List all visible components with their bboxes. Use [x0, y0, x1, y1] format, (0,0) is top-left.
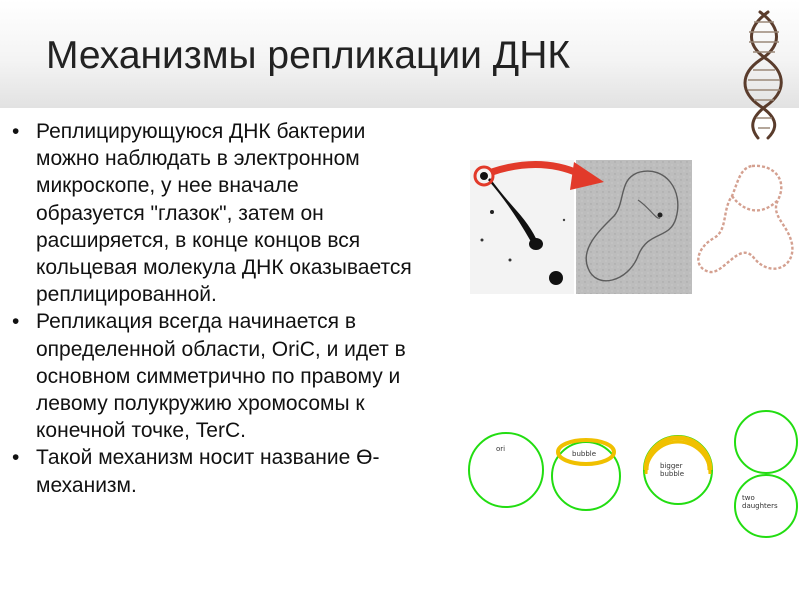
bullet-item [12, 118, 474, 308]
bullet-line: конечной точке, TerC. [36, 419, 246, 443]
dna-helix-image [738, 8, 788, 140]
bullet-list [12, 118, 474, 499]
bullet-item [12, 308, 474, 444]
bullet-line: кольцевая молекула ДНК оказывается [36, 256, 412, 280]
bullet-line: можно наблюдать в электронном [36, 147, 360, 171]
bullet-line: образуется "глазок", затем он [36, 201, 324, 225]
bullet-line: определенной области, OriC, и идет в [36, 337, 406, 361]
stage-label: ori [496, 445, 506, 453]
stage-bubble [552, 440, 620, 510]
bullet-dot: • [12, 120, 20, 143]
stage-label: bubble [572, 450, 597, 458]
bullet-line: Такой механизм носит название ϴ- [36, 446, 380, 470]
micrograph-figure [470, 160, 799, 300]
stage-label [742, 494, 778, 510]
stage-label-line: daughters [742, 502, 778, 510]
bullet-line: механизм. [36, 473, 137, 497]
bullet-line: микроскопе, у нее вначале [36, 174, 299, 198]
bullet-line: Репликация всегда начинается в [36, 310, 356, 334]
stage-label-line: bubble [660, 470, 685, 478]
bullet-dot: • [12, 310, 20, 334]
replication-stages-diagram [466, 406, 799, 546]
bullet-line: левому полукружию хромосомы к [36, 392, 365, 416]
bullet-line: реплицированной. [36, 283, 217, 307]
stage-ori [469, 433, 543, 507]
stage-label [660, 462, 684, 478]
stage-label-line: two [742, 494, 755, 502]
stage-bigger-bubble [644, 436, 712, 504]
stage-two-daughters [735, 411, 797, 537]
bullet-item [12, 444, 474, 498]
bullet-line: Реплицирующуюся ДНК бактерии [36, 120, 366, 143]
bullet-dot: • [12, 446, 20, 470]
bullet-line: расширяется, в конце концов вся [36, 228, 361, 252]
stage-label-line: bigger [660, 462, 683, 470]
bullet-line: основном симметрично по правому и [36, 364, 401, 388]
dna-bead-chain [698, 166, 792, 272]
slide-title: Механизмы репликации ДНК [46, 34, 571, 77]
